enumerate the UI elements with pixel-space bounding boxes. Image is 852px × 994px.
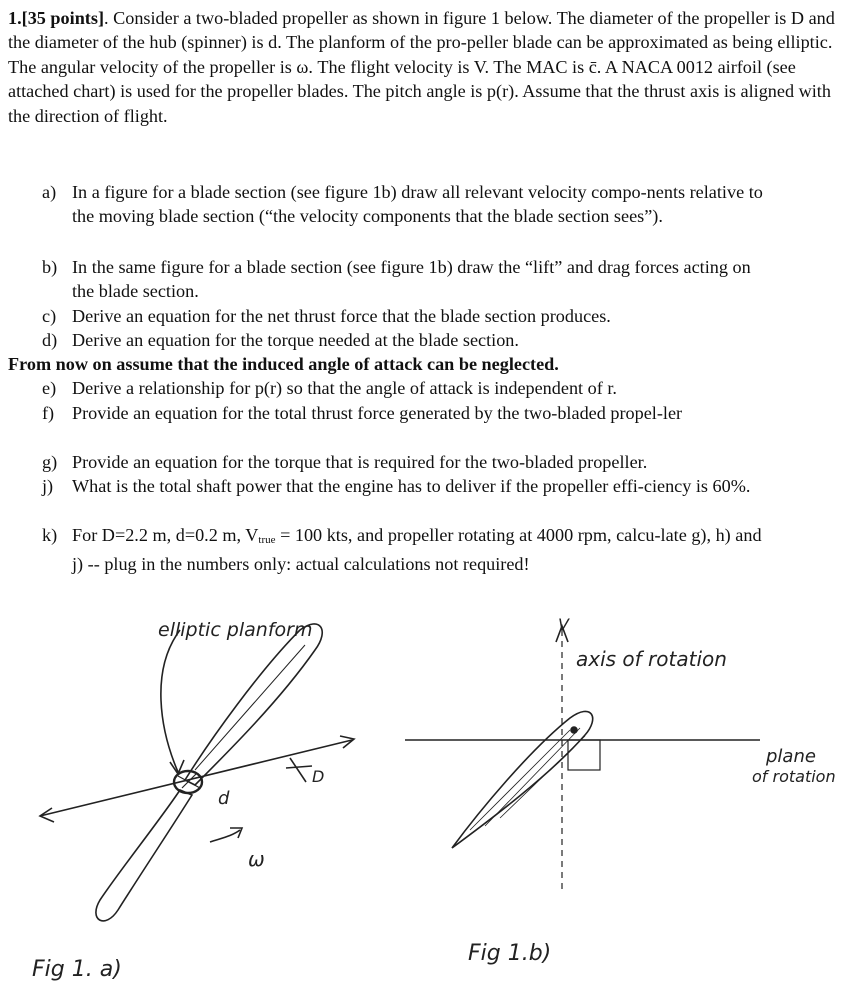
item-text: = 100 kts, and propeller rotating at 4000 rpm, calcu-late g), h) and j) -- plug in the numbers only: actual calculations not required! <box>72 525 762 575</box>
item-text: For D=2.2 m, d=0.2 m, V <box>72 525 259 545</box>
item-text: Derive an equation for the net thrust force that the blade section produces. <box>72 306 611 326</box>
item-text: Derive an equation for the torque needed at the blade section. <box>72 330 519 350</box>
plane-label: plane <box>766 746 816 767</box>
fig-1b-caption: Fig 1.b) <box>468 941 552 966</box>
subscript-true: true <box>258 534 276 546</box>
problem-text: Consider a two-bladed propeller as shown in figure 1 below. The diameter of the propeller is D and the diameter of the hub (spinner) is d. The planform of the pro-peller blade can be approximated as being elliptic. The angular velocity of the propeller is ω. The flight velocity is V. The MAC is c̄. A NACA 0012 airfoil (see attached chart) is used for the propeller blades. The pitch angle is p(r). Assume that the thrust axis is aligned with the direction of flight. <box>8 8 835 126</box>
item-text: In a figure for a blade section (see figure 1b) draw all relevant velocity compo-nents relative to the moving blade section (“the velocity components that the blade section sees”). <box>72 182 763 227</box>
item-label: d) <box>42 330 58 350</box>
axis-of-rotation-label: axis of rotation <box>576 647 727 671</box>
list-item <box>42 450 772 474</box>
omega-label: ω <box>248 847 265 871</box>
list-item <box>42 523 772 577</box>
item-label: e) <box>42 378 57 398</box>
of-rotation-label: of rotation <box>752 767 836 786</box>
item-label: g) <box>42 452 58 472</box>
assumption-note: From now on assume that the induced angle of attack can be neglected. <box>8 354 559 374</box>
item-label: b) <box>42 257 58 277</box>
item-label: f) <box>42 403 55 423</box>
problem-statement: 1.[35 points]. Consider a two-bladed propeller as shown in figure 1 below. The diameter of the propeller is D and the diameter of the hub (spinner) is d. The planform of the pro-peller blade can be approximated as being elliptic. The angular velocity of the propeller is ω. The flight velocity is V. The MAC is c̄. A NACA 0012 airfoil (see attached chart) is used for the propeller blades. The pitch angle is p(r). Assume that the thrust axis is aligned with the direction of flight. <box>8 8 835 126</box>
hub-diameter-label: d <box>218 788 230 809</box>
velocity-axis-label: V <box>558 615 569 634</box>
item-text: Derive a relationship for p(r) so that the angle of attack is independent of r. <box>72 378 617 398</box>
list-item <box>42 474 772 498</box>
item-text: Provide an equation for the total thrust force generated by the two-bladed propel-ler <box>72 403 683 423</box>
list-item <box>42 304 772 328</box>
diameter-label: D <box>312 767 325 786</box>
item-label: c) <box>42 306 57 326</box>
item-text: Provide an equation for the torque that is required for the two-bladed propeller. <box>72 452 648 472</box>
item-label: k) <box>42 525 58 545</box>
problem-points: [35 points] <box>21 8 104 28</box>
list-item <box>42 255 772 304</box>
list-item <box>42 401 772 425</box>
item-label: j) <box>42 476 54 496</box>
list-item <box>42 376 772 400</box>
elliptic-planform-label: elliptic planform <box>158 619 313 641</box>
item-text: What is the total shaft power that the engine has to deliver if the propeller effi-ciency is 60%. <box>72 476 751 496</box>
propeller-sketch <box>40 624 354 921</box>
item-text: In the same figure for a blade section (see figure 1b) draw the “lift” and drag forces acting on the blade section. <box>72 257 751 302</box>
item-label: a) <box>42 182 57 202</box>
figure-1 <box>0 590 852 990</box>
list-item <box>42 180 772 229</box>
list-item <box>42 328 772 352</box>
fig-1a-caption: Fig 1. a) <box>32 957 122 982</box>
problem-number: 1. <box>8 8 22 28</box>
